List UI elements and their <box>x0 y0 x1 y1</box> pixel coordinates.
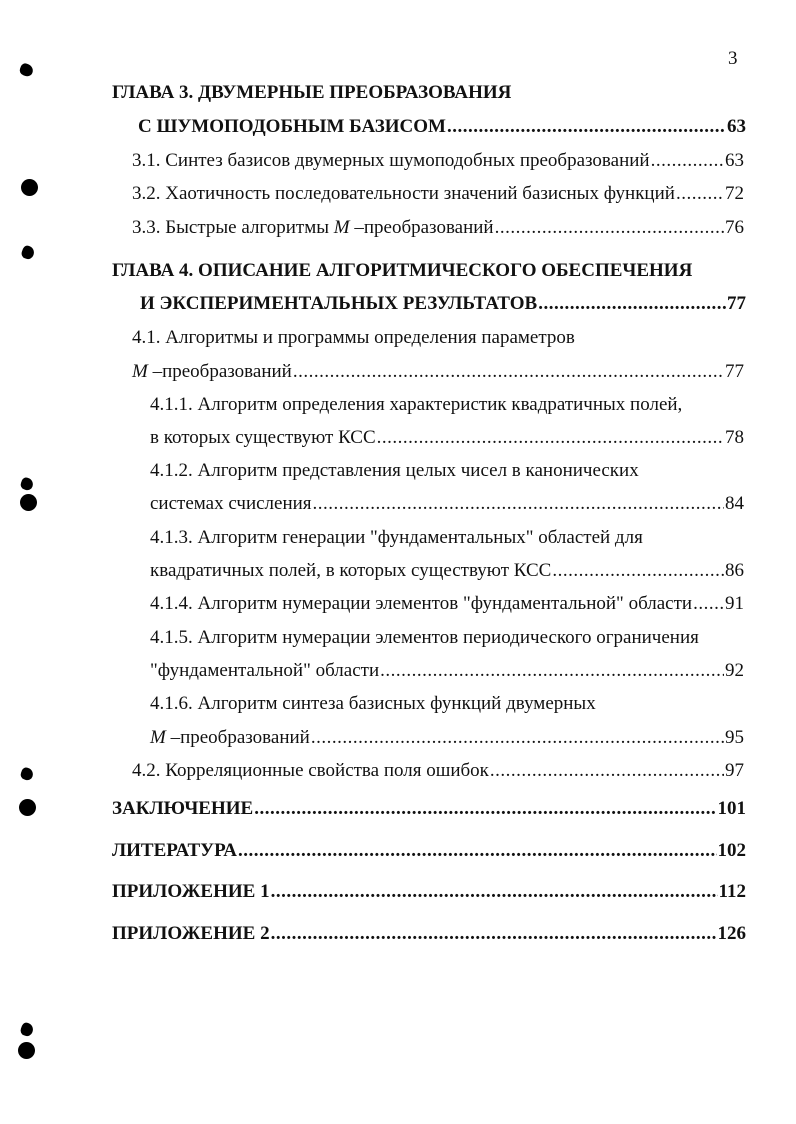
leader-dots <box>676 181 724 207</box>
toc-entry-s4-1-6-a <box>150 691 744 717</box>
toc-entry-literature <box>112 838 746 864</box>
toc-entry-text: ГЛАВА 4. ОПИСАНИЕ АЛГОРИТМИЧЕСКОГО ОБЕСПЕЧЕНИЯ <box>112 260 693 281</box>
m-symbol: М <box>132 361 148 382</box>
binder-mark <box>19 1021 35 1037</box>
binder-hole <box>19 799 36 816</box>
toc-entry-prefix: 3.3. Быстрые алгоритмы <box>132 217 334 238</box>
leader-dots <box>380 658 724 684</box>
toc-entry-s4-1-5-a <box>150 625 744 651</box>
toc-entry-text <box>150 725 310 751</box>
toc-entry-text: 4.1.5. Алгоритм нумерации элементов периодического ограничения <box>150 627 699 648</box>
leader-dots <box>538 291 726 317</box>
toc-entry-page: 77 <box>725 361 744 382</box>
toc-entry-text: ПРИЛОЖЕНИЕ 1 <box>112 881 270 902</box>
toc-entry-text: 4.1.1. Алгоритм определения характеристик квадратичных полей, <box>150 394 683 415</box>
toc-entry-s4-1-6-b <box>150 725 744 751</box>
toc-entry-page: 76 <box>725 217 744 238</box>
leader-dots <box>254 796 716 822</box>
toc-entry-ch3-title-1 <box>112 80 736 106</box>
leader-dots <box>313 491 724 517</box>
toc-entry-suffix: –преобразований <box>147 361 292 382</box>
toc-entry-page: 112 <box>718 881 746 902</box>
toc-entry-text: ПРИЛОЖЕНИЕ 2 <box>112 923 270 944</box>
toc-entry-s3-2 <box>132 181 744 207</box>
toc-entry-page: 97 <box>725 760 744 781</box>
toc-entry-s3-1 <box>132 148 744 174</box>
toc-entry-page: 86 <box>725 560 744 581</box>
toc-entry-page: 63 <box>727 116 746 137</box>
toc-entry-text: 4.1. Алгоритмы и программы определения параметров <box>132 327 575 348</box>
toc-entry-suffix: –преобразований <box>349 217 494 238</box>
toc-entry-text: 4.1.2. Алгоритм представления целых чисел в канонических <box>150 460 639 481</box>
toc-entry-s4-1-5-b <box>150 658 744 684</box>
leader-dots <box>447 114 726 140</box>
toc-entry-s4-1-2-a <box>150 458 744 484</box>
m-symbol: М <box>150 727 166 748</box>
toc-entry-s4-1-2-b <box>150 491 744 517</box>
toc-entry-text: И ЭКСПЕРИМЕНТАЛЬНЫХ РЕЗУЛЬТАТОВ <box>140 293 538 314</box>
leader-dots <box>552 558 724 584</box>
toc-entry-ch4-title-2 <box>140 291 746 317</box>
m-symbol: М <box>333 217 350 238</box>
toc-entry-appendix-2 <box>112 921 746 947</box>
binder-mark <box>18 62 34 78</box>
leader-dots <box>377 425 724 451</box>
toc-entry-page: 72 <box>725 183 744 204</box>
toc-entry-text: 4.1.6. Алгоритм синтеза базисных функций двумерных <box>150 693 596 714</box>
toc-entry-s4-1-1-b <box>150 425 744 451</box>
toc-entry-text: 4.1.3. Алгоритм генерации "фундаментальных" областей для <box>150 527 643 548</box>
leader-dots <box>311 725 724 751</box>
binder-hole <box>20 494 37 511</box>
toc-entry-ch4-title-1 <box>112 258 736 284</box>
toc-entry-conclusion <box>112 796 746 822</box>
binder-hole <box>21 179 38 196</box>
toc-entry-text: 3.2. Хаотичность последовательности значений базисных функций <box>132 183 675 204</box>
toc-entry-text: в которых существуют КСС <box>150 427 376 448</box>
leader-dots <box>271 879 718 905</box>
toc-entry-ch3-title-2 <box>138 114 746 140</box>
leader-dots <box>495 215 724 241</box>
toc-entry-text: 3.1. Синтез базисов двумерных шумоподобных преобразований <box>132 150 650 171</box>
toc-entry-text: 4.1.4. Алгоритм нумерации элементов "фундаментальной" области <box>150 593 693 614</box>
toc-entry-s4-1-a <box>132 325 744 351</box>
toc-entry-text: 4.2. Корреляционные свойства поля ошибок <box>132 760 489 781</box>
binder-mark <box>19 476 34 491</box>
toc-entry-text: ЗАКЛЮЧЕНИЕ <box>112 798 254 819</box>
toc-entry-s4-1-b <box>132 359 744 385</box>
toc-entry-text <box>132 359 292 385</box>
toc-entry-page: 91 <box>725 593 744 614</box>
toc-entry-s4-1-3-a <box>150 525 744 551</box>
toc-entry-s4-1-4 <box>150 591 744 617</box>
toc-entry-page: 78 <box>725 427 744 448</box>
binder-hole <box>18 1042 35 1059</box>
leader-dots <box>693 591 724 617</box>
toc-entry-page: 92 <box>725 660 744 681</box>
toc-entry-text: ЛИТЕРАТУРА <box>112 840 238 861</box>
toc-entry-page: 102 <box>717 840 746 861</box>
toc-entry-page: 101 <box>717 798 746 819</box>
leader-dots <box>238 838 716 864</box>
toc-entry-suffix: –преобразований <box>165 727 310 748</box>
page-number: 3 <box>728 48 738 69</box>
toc-entry-page: 84 <box>725 493 744 514</box>
toc-entry-text: С ШУМОПОДОБНЫМ БАЗИСОМ <box>138 116 446 137</box>
leader-dots <box>490 758 724 784</box>
toc-entry-text: ГЛАВА 3. ДВУМЕРНЫЕ ПРЕОБРАЗОВАНИЯ <box>112 82 512 103</box>
toc-entry-s4-1-1-a <box>150 392 744 418</box>
toc-entry-page: 95 <box>725 727 744 748</box>
toc-entry-text: квадратичных полей, в которых существуют КСС <box>150 560 552 581</box>
toc-entry-page: 77 <box>727 293 746 314</box>
toc-entry-appendix-1 <box>112 879 746 905</box>
leader-dots <box>651 148 724 174</box>
toc-entry-s3-3 <box>132 215 744 241</box>
toc-entry-s4-2 <box>132 758 744 784</box>
toc-entry-text: "фундаментальной" области <box>150 660 380 681</box>
leader-dots <box>271 921 717 947</box>
toc-entry-page: 126 <box>717 923 746 944</box>
binder-mark <box>19 766 34 781</box>
toc-entry-text: системах счисления <box>150 493 312 514</box>
toc-entry-page: 63 <box>725 150 744 171</box>
toc-entry-s4-1-3-b <box>150 558 744 584</box>
leader-dots <box>293 359 724 385</box>
toc-entry-text <box>132 215 494 241</box>
binder-mark <box>20 244 36 260</box>
